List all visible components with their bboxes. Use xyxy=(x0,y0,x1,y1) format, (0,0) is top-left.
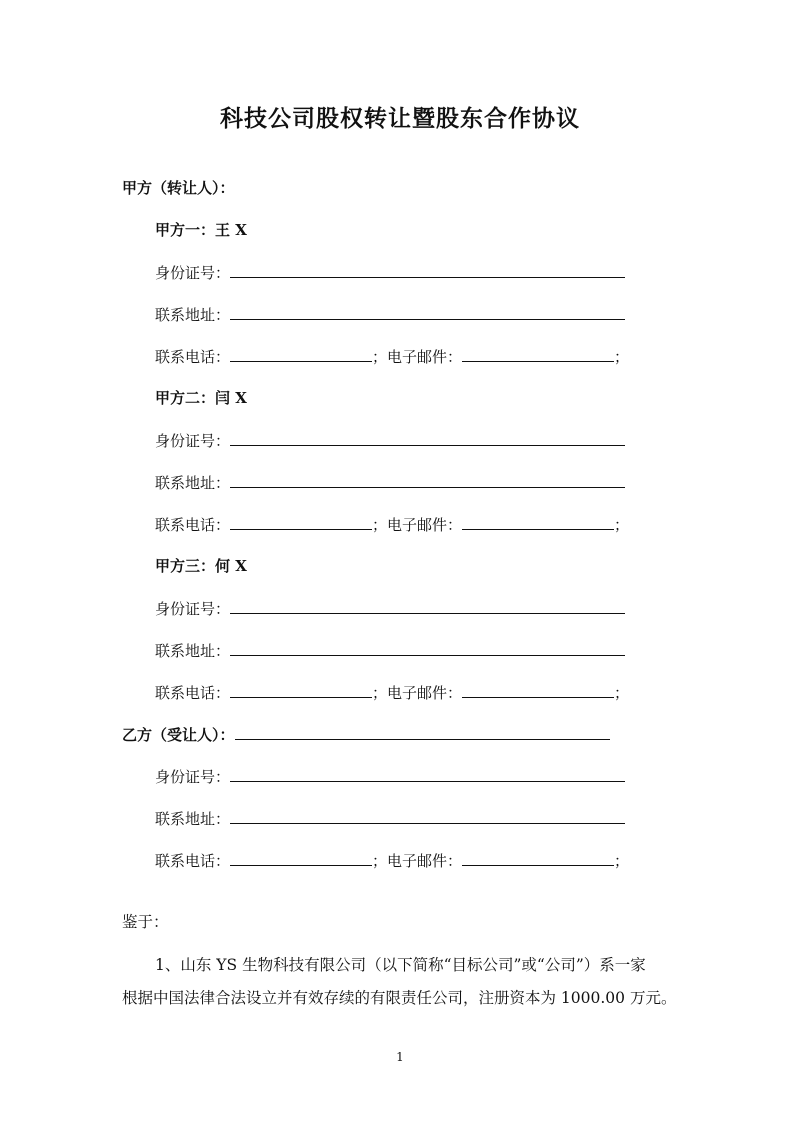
address-blank[interactable] xyxy=(230,806,625,824)
id-blank[interactable] xyxy=(230,764,625,782)
party-a-3-contact-row xyxy=(155,680,629,705)
phone-blank[interactable] xyxy=(230,848,372,866)
party-a-2-id-row xyxy=(155,428,625,453)
email-label: ；电子邮件： xyxy=(372,852,463,870)
id-label: 身份证号： xyxy=(155,264,231,282)
address-label: 联系地址： xyxy=(155,306,231,324)
phone-label: 联系电话： xyxy=(155,348,231,366)
email-label: ；电子邮件： xyxy=(372,684,463,702)
id-blank[interactable] xyxy=(230,596,625,614)
email-blank[interactable] xyxy=(462,680,614,698)
party-a-2-address-row xyxy=(155,470,625,495)
party-b-id-row xyxy=(155,764,625,789)
whereas-item-1-line-2: 根据中国法律合法设立并有效存续的有限责任公司，注册资本为 1000.00 万元。 xyxy=(122,989,677,1007)
id-label: 身份证号： xyxy=(155,432,231,450)
party-a-member-1-name: 甲方一：王 X xyxy=(155,221,247,239)
id-blank[interactable] xyxy=(230,428,625,446)
party-a-1-id-row xyxy=(155,260,625,285)
party-b-contact-row xyxy=(155,848,629,873)
email-blank[interactable] xyxy=(462,848,614,866)
document-title: 科技公司股权转让暨股东合作协议 xyxy=(220,105,580,132)
whereas-heading: 鉴于： xyxy=(122,913,169,931)
id-label: 身份证号： xyxy=(155,600,231,618)
email-label: ；电子邮件： xyxy=(372,516,463,534)
address-blank[interactable] xyxy=(230,302,625,320)
party-b-row xyxy=(122,722,610,747)
party-a-member-3-name: 甲方三：何 X xyxy=(155,557,247,575)
address-blank[interactable] xyxy=(230,470,625,488)
party-a-3-address-row xyxy=(155,638,625,663)
phone-blank[interactable] xyxy=(230,680,372,698)
party-b-address-row xyxy=(155,806,625,831)
id-blank[interactable] xyxy=(230,260,625,278)
party-b-name-blank[interactable] xyxy=(235,722,610,740)
email-blank[interactable] xyxy=(462,512,614,530)
email-blank[interactable] xyxy=(462,344,614,362)
address-label: 联系地址： xyxy=(155,642,231,660)
phone-label: 联系电话： xyxy=(155,852,231,870)
phone-label: 联系电话： xyxy=(155,684,231,702)
id-label: 身份证号： xyxy=(155,768,231,786)
address-label: 联系地址： xyxy=(155,810,231,828)
whereas-item-1-line-1: 1、山东 YS 生物科技有限公司（以下简称“目标公司”或“公司”）系一家 xyxy=(155,956,646,974)
phone-blank[interactable] xyxy=(230,512,372,530)
party-a-heading: 甲方（转让人）： xyxy=(122,179,235,197)
email-label: ；电子邮件： xyxy=(372,348,463,366)
phone-label: 联系电话： xyxy=(155,516,231,534)
page-number: 1 xyxy=(396,1050,404,1064)
party-a-1-address-row xyxy=(155,302,625,327)
party-a-1-contact-row xyxy=(155,344,629,369)
party-b-heading: 乙方（受让人）： xyxy=(122,726,235,744)
address-label: 联系地址： xyxy=(155,474,231,492)
party-a-2-contact-row xyxy=(155,512,629,537)
end-mark: ； xyxy=(614,684,630,702)
end-mark: ； xyxy=(614,516,630,534)
party-a-3-id-row xyxy=(155,596,625,621)
party-a-member-2-name: 甲方二：闫 X xyxy=(155,389,247,407)
address-blank[interactable] xyxy=(230,638,625,656)
end-mark: ； xyxy=(614,348,630,366)
phone-blank[interactable] xyxy=(230,344,372,362)
end-mark: ； xyxy=(614,852,630,870)
